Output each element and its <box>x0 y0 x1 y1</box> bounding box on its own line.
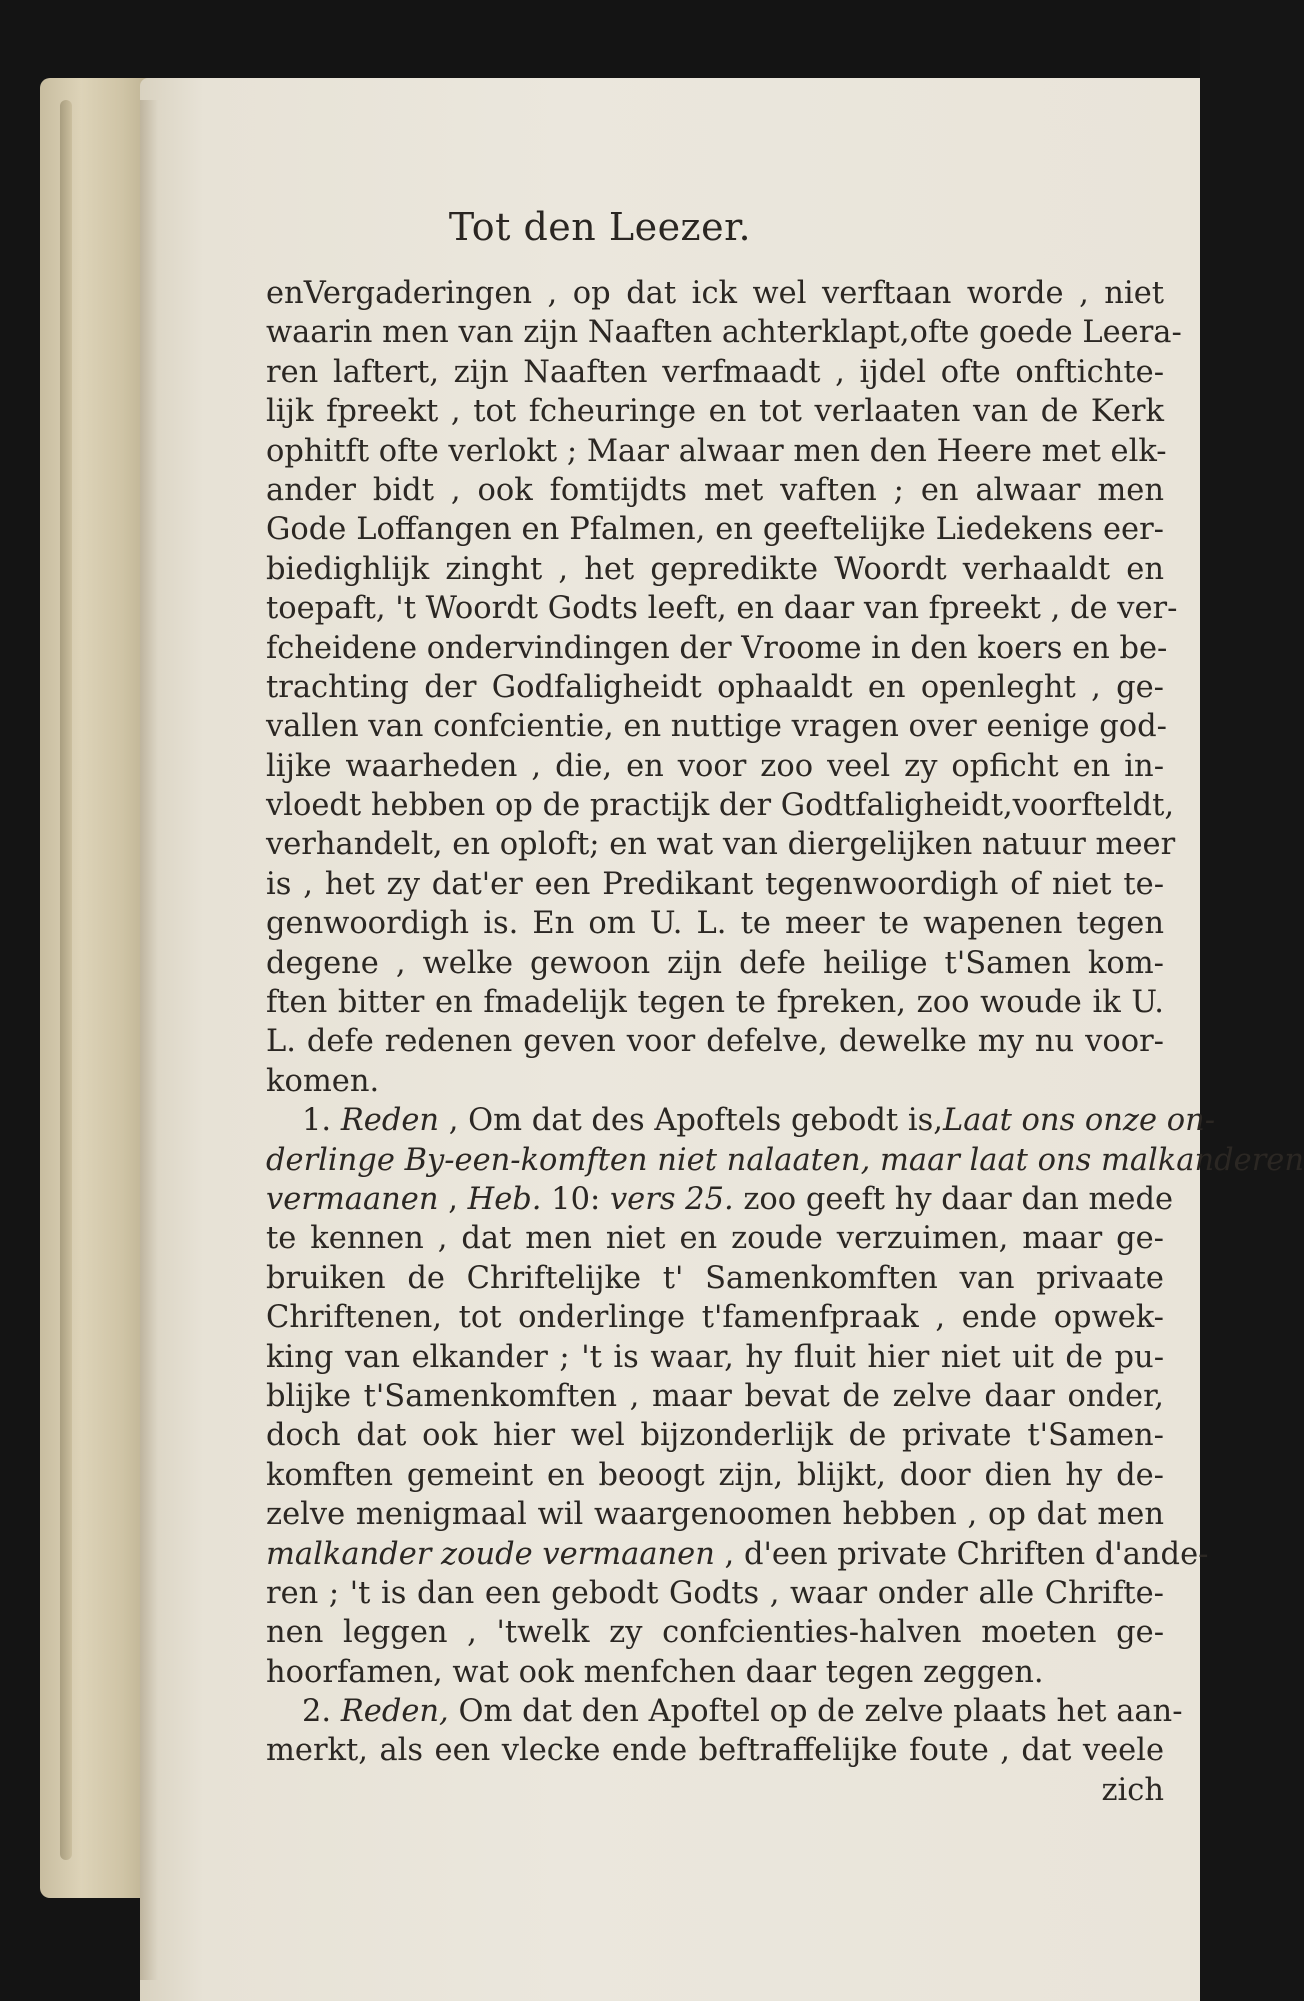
text-line: blijke t'Samenkomften , maar bevat de zelve daar onder, <box>266 1378 1164 1414</box>
text-line: lijk fpreekt , tot fcheuringe en tot verlaaten van de Kerk <box>266 394 1164 430</box>
reason-number: 2. <box>302 1694 332 1730</box>
text-line: ren ; 't is dan een gebodt Godts , waar onder alle Chrifte- <box>266 1575 1164 1611</box>
text-span: , d'een private Chriften d'ande- <box>714 1536 1209 1572</box>
text-line: genwoordigh is. En om U. L. te meer te wapenen tegen <box>266 906 1164 942</box>
text-line: verhandelt, en oploft; en wat van diergelijken natuur meer <box>266 827 1176 863</box>
text-line <box>266 1535 1209 1574</box>
paragraph-intro <box>266 274 1182 1101</box>
scripture-reference: Heb. <box>467 1181 542 1217</box>
catchword: zich <box>1101 1772 1164 1808</box>
page-body <box>266 274 1304 1814</box>
paragraph-reden-1 <box>266 1101 1304 1692</box>
text-line: king van elkander ; 't is waar, hy fluit hier niet uit de pu- <box>266 1339 1164 1375</box>
text-line: enVergaderingen , op dat ick wel verftaan worde , niet <box>266 276 1164 311</box>
text-span: 10: <box>541 1181 610 1217</box>
text-line: zelve menigmaal wil waargenoomen hebben , op dat men <box>266 1497 1164 1533</box>
spine-edge <box>60 100 72 1860</box>
text-line: lijke waarheden , die, en voor zoo veel zy opficht en in- <box>266 748 1164 784</box>
text-line: merkt, als een vlecke ende beftraffelijke foute , dat veele <box>266 1733 1164 1769</box>
scripture-quote: vermaanen <box>266 1181 439 1217</box>
text-line: Chriftenen, tot onderlinge t'famenfpraak , ende opwek- <box>266 1300 1164 1336</box>
text-line: vallen van confcientie, en nuttige vragen over eenige god- <box>266 709 1167 745</box>
text-line: waarin men van zijn Naaften achterklapt,ofte goede Leera- <box>266 315 1182 351</box>
text-span: zoo geeft hy daar dan mede <box>733 1181 1174 1217</box>
text-line: doch dat ook hier wel bijzonderlijk de private t'Samen- <box>266 1418 1164 1454</box>
text-line <box>266 1180 1174 1219</box>
text-line: is , het zy dat'er een Predikant tegenwoordigh of niet te- <box>266 866 1164 902</box>
text-span: Om dat den Apoftel op de zelve plaats het aan- <box>448 1694 1183 1730</box>
verse-reference: vers 25. <box>609 1181 734 1217</box>
scripture-quote: malkander zoude vermaanen <box>266 1536 715 1572</box>
text-line: bruiken de Chriftelijke t' Samenkomften van privaate <box>266 1260 1164 1296</box>
page-gutter-shadow <box>140 100 158 1980</box>
text-line: nen leggen , 'twelk zy confcienties-halven moeten ge- <box>266 1615 1164 1651</box>
text-line: hoorfamen, wat ook menfchen daar tegen zeggen. <box>266 1654 1044 1690</box>
scripture-quote: Laat ons onze on- <box>942 1103 1216 1139</box>
text-line: komen. <box>266 1063 380 1099</box>
paragraph-reden-2 <box>266 1692 1183 1771</box>
text-line: trachting der Godfaligheidt ophaaldt en openleght , ge- <box>266 669 1164 705</box>
text-line: ophitft ofte verlokt ; Maar alwaar men den Heere met elk- <box>266 433 1167 469</box>
text-line <box>266 1692 1183 1731</box>
text-line: ander bidt , ook fomtijdts met vaften ; en alwaar men <box>266 472 1164 508</box>
text-line: toepaft, 't Woordt Godts leeft, en daar van fpreekt , de ver- <box>266 591 1178 627</box>
text-line: degene , welke gewoon zijn defe heilige t'Samen kom- <box>266 945 1164 981</box>
scripture-quote-line: derlinge By-een-komften niet nalaaten, maar laat ons malkanderen <box>266 1142 1304 1178</box>
text-line: Gode Loffangen en Pfalmen, en geeftelijke Liedekens eer- <box>266 512 1164 548</box>
reason-number: 1. <box>302 1103 332 1139</box>
text-line: komften gemeint en beoogt zijn, blijkt, door dien hy de- <box>266 1457 1164 1493</box>
text-line: ften bitter en fmadelijk tegen te fpreken, zoo woude ik U. <box>266 985 1164 1021</box>
text-line: fcheidene ondervindingen der Vroome in den koers en be- <box>266 630 1168 666</box>
running-head: Tot den Leezer. <box>448 205 752 249</box>
text-line: te kennen , dat men niet en zoude verzuimen, maar ge- <box>266 1221 1164 1257</box>
text-span: , <box>438 1181 468 1217</box>
reason-label: Reden, <box>340 1694 449 1730</box>
text-line: L. defe redenen geven voor defelve, dewelke my nu voor- <box>266 1024 1164 1060</box>
reason-label: Reden <box>340 1103 440 1139</box>
text-line: vloedt hebben op de practijk der Godtfaligheidt,voorfteldt, <box>266 788 1175 824</box>
text-line: biedighlijk zinght , het gepredikte Woordt verhaaldt en <box>266 551 1164 587</box>
text-span: , Om dat des Apoftels gebodt is, <box>439 1103 943 1139</box>
text-line <box>266 1101 1216 1140</box>
text-line: ren laftert, zijn Naaften verfmaadt , ijdel ofte onftichte- <box>266 354 1164 390</box>
